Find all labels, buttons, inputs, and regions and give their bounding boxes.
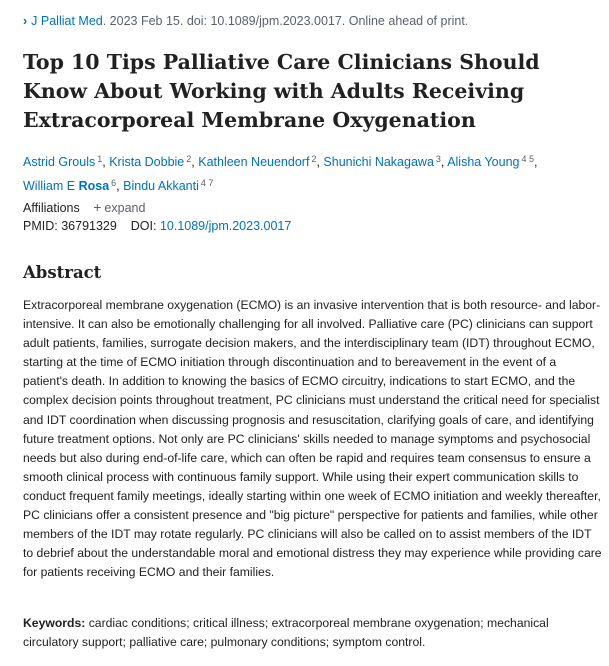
author-highlighted-surname: Rosa <box>78 179 110 193</box>
author-link-highlighted[interactable] <box>23 179 109 193</box>
doi-link[interactable]: 10.1089/jpm.2023.0017 <box>159 219 292 233</box>
author-link[interactable]: Astrid Grouls <box>23 155 96 169</box>
author-first-name: William E <box>23 179 76 193</box>
article-title: Top 10 Tips Palliative Care Clinicians Should Know About Working with Adults Receiving Extracorporeal Membrane Oxygenation <box>23 50 540 132</box>
citation-details: . 2023 Feb 15. doi: 10.1089/jpm.2023.0017. Online ahead of print. <box>102 14 469 28</box>
author-list: Astrid Grouls $^1$, Krista Dobbie $^2$, Kathleen Neuendorf $^2$, Shunichi Nakagawa $^3$, Alisha Young $^{4 5}$, William E Rosa $^6$, Bindu Akkanti $^{4 7}$ <box>23 154 538 193</box>
author-link[interactable]: Alisha Young <box>447 155 520 169</box>
author-affiliation-ref[interactable]: 3 <box>435 154 441 164</box>
chevron-right-icon: › <box>23 14 28 28</box>
citation-line <box>23 14 468 28</box>
affiliations-row <box>23 199 145 215</box>
author-link[interactable]: Kathleen Neuendorf <box>198 155 310 169</box>
abstract-heading: Abstract <box>23 263 102 282</box>
plus-icon: + <box>93 199 102 215</box>
author-affiliation-ref[interactable]: 2 <box>186 154 192 164</box>
author-affiliation-ref[interactable]: 6 <box>111 178 117 188</box>
doi-label: DOI: <box>130 219 157 233</box>
identifiers-row <box>23 219 291 233</box>
affiliations-label: Affiliations <box>23 201 80 215</box>
abstract-text: Extracorporeal membrane oxygenation (ECMO) is an invasive intervention that is both resource- and labor-intensive. It can also be emotionally challenging for all involved. Palliative care (PC) clinicians can support adult patients, families, surrogate decision makers, and the interdisciplinary team (IDT) throughout ECMO, starting at the time of ECMO initiation through discontinuation and to bereavement in the event of a patient's death. In addition to knowing the basics of ECMO circuitry, indications to start ECMO, and the complex decision points throughout treatment, PC clinicians must understand the critical need for specialist and IDT coordination when discussing prognosis and resuscitation, clarifying goals of care, and identifying future treatment options. Not only are PC clinicians' skills needed to manage symptoms and psychosocial needs but also during end-of-life care, which can often be rapid and requires team consensus to ensure a smooth clinical process with continuous family support. While using their expert communication skills to conduct frequent family meetings, ideally starting within one week of ECMO initiation and weekly thereafter, PC clinicians offer a consistent presence and "big picture" perspective for patients and families, while other members of the IDT may rotate regularly. PC clinicians will also be called on to assist members of the IDT to debrief about the understandable moral and emotional distress they may experience while providing care for patients receiving ECMO and their families. <box>23 298 602 580</box>
author-affiliation-ref[interactable]: 1 <box>97 154 103 164</box>
journal-link[interactable]: J Palliat Med <box>31 14 103 28</box>
author-link[interactable]: Shunichi Nakagawa <box>323 155 434 169</box>
pmid-label: PMID: <box>23 219 58 233</box>
keywords-text: cardiac conditions; critical illness; extracorporeal membrane oxygenation; mechanical circulatory support; palliative care; pulmonary conditions; symptom control. <box>23 616 549 650</box>
author-affiliation-ref[interactable]: 2 <box>311 154 317 164</box>
expand-label: expand <box>104 201 146 215</box>
pmid-value: 36791329 <box>61 219 117 233</box>
keywords <box>23 614 603 652</box>
author-affiliation-ref[interactable]: 4 7 <box>200 178 214 188</box>
author-link[interactable]: Krista Dobbie <box>109 155 185 169</box>
author-affiliation-ref[interactable]: 4 5 <box>521 154 534 164</box>
keywords-label: Keywords: <box>23 616 86 630</box>
affiliations-expand-button[interactable] <box>93 201 145 215</box>
author-link[interactable]: Bindu Akkanti <box>123 179 199 193</box>
